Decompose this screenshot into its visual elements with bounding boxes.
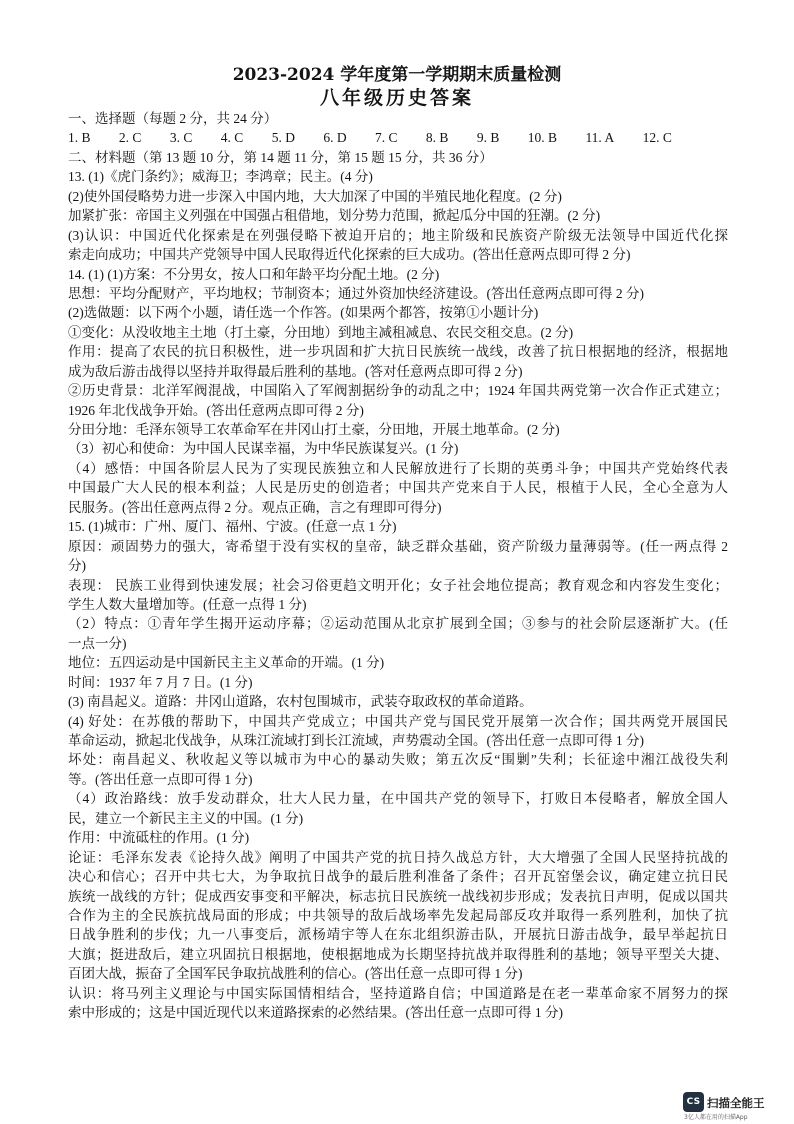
answer-line: 学生人数大量增加等。(任意一点得 1 分)	[68, 596, 307, 612]
answer-paragraph	[68, 284, 728, 303]
answer-line: 思想：平均分配财产，平均地权；节制资本；通过外资加快经济建设。(答出任意两点即可得 2 分)	[68, 285, 644, 301]
answer-paragraph	[68, 750, 728, 789]
answer-paragraph	[68, 265, 728, 284]
answer-paragraph	[68, 420, 728, 439]
answer-paragraph	[68, 167, 728, 186]
choice-answer: 1. B	[68, 130, 91, 146]
answer-line: 15. (1)城市：广州、厦门、福州、宁波。(任意一点 1 分)	[68, 519, 397, 535]
material-section-heading: 二、材料题（第 13 题 10 分，第 14 题 11 分，第 15 题 15 分，共 36 分）	[68, 149, 493, 165]
answer-line: 中国最广大人民的根本利益；人民是历史的创造者；中国共产党来自于人民，根植于人民，全心全意为人	[68, 480, 728, 496]
document-subtitle: 八年级历史答案	[319, 87, 474, 109]
answer-line: 索中形成的；这是中国近现代以来道路探索的必然结果。(答出任意一点即可得 1 分)	[68, 1005, 563, 1021]
answer-paragraph	[68, 789, 728, 828]
answer-line: （3）初心和使命：为中国人民谋幸福，为中华民族谋复兴。(1 分)	[68, 441, 459, 457]
choice-answer: 2. C	[118, 130, 142, 146]
answer-line: 作用：中流砥柱的作用。(1 分)	[68, 830, 250, 846]
choice-answer: 9. B	[476, 130, 500, 146]
answer-line: 合作为主的全民族抗战局面的形成；中共领导的敌后战场率先发起局部反攻并取得一系列胜利，加快了抗	[68, 907, 728, 923]
material-answers	[68, 167, 728, 1022]
answer-paragraph	[68, 614, 728, 653]
answer-paragraph	[68, 381, 728, 420]
answer-paragraph	[68, 187, 728, 206]
answer-line: 索走向成功；中国共产党领导中国人民取得近代化探索的巨大成功。(答出任意两点即可得 2 分)	[68, 247, 631, 263]
answer-line: 原因：顽固势力的强大，寄希望于没有实权的皇帝，缺乏群众基础，资产阶级力量薄弱等。(任一两点得 2	[68, 538, 728, 554]
answer-line: (3) 南昌起义。道路：井冈山道路，农村包围城市，武装夺取政权的革命道路。	[68, 694, 533, 710]
choice-section-heading: 一、选择题（每题 2 分，共 24 分）	[68, 111, 278, 126]
answer-paragraph	[68, 692, 728, 711]
answer-paragraph	[68, 459, 728, 517]
answer-paragraph	[68, 323, 728, 342]
choice-answer: 8. B	[425, 130, 449, 146]
answer-line: 分田分地：毛泽东领导工农革命军在井冈山打土豪，分田地，开展土地革命。(2 分)	[68, 422, 560, 437]
answer-line: （2）特点：①青年学生揭开运动序幕；②运动范围从北京扩展到全国；③参与的社会阶层逐渐扩大。(任	[68, 616, 728, 632]
answer-paragraph	[68, 653, 728, 672]
answer-line: (4) 好处：在苏俄的帮助下，中国共产党成立；中国共产党与国民党开展第一次合作；国共两党开展国民	[68, 713, 728, 729]
choice-answer: 5. D	[271, 130, 295, 146]
answer-line: 革命运动，掀起北伐战争，从珠江流域打到长江流域，声势震动全国。(答出任意一点即可得 1 分)	[68, 733, 644, 748]
answer-paragraph	[68, 517, 728, 536]
answer-line: 分)	[68, 558, 86, 574]
answer-line: ②历史背景：北洋军阀混战，中国陷入了军阀割据纷争的动乱之中；1924 年国共两党第一次合作正式建立；	[68, 383, 728, 399]
choice-answer: 12. C	[642, 130, 672, 146]
answer-line: (2)选做题：以下两个小题，请任选一个作答。(如果两个都答，按第①小题计分)	[68, 305, 539, 321]
answer-line: 1926 年北伐战争开始。(答出任意两点即可得 2 分)	[68, 402, 364, 418]
answer-line: 百团大战，振奋了全国军民争取抗战胜利的信心。(答出任意一点即可得 1 分)	[68, 966, 523, 982]
answer-line: 成为敌后游击战得以坚持并取得最后胜利的基地。(答对任意两点即可得 2 分)	[68, 363, 523, 379]
answer-line: 作用：提高了农民的抗日积极性，进一步巩固和扩大抗日民族统一战线，改善了抗日根据地的经济，根据地	[68, 344, 728, 360]
answer-line: 13. (1)《虎门条约》；威海卫；李鸿章；民主。(4 分)	[68, 169, 373, 185]
answer-paragraph	[68, 828, 728, 847]
choice-answer: 6. D	[323, 130, 347, 146]
answer-paragraph	[68, 848, 728, 984]
answer-line: 民服务。(答出任意两点得 2 分。观点正确，言之有理即可得分)	[68, 499, 442, 515]
answer-line: 日战争胜利的步伐；九一八事变后，派杨靖宇等人在东北组织游击队，开展抗日游击战争，最早举起抗日	[68, 927, 728, 943]
answer-line: 论证：毛泽东发表《论持久战》阐明了中国共产党的抗日持久战总方针，大大增强了全国人民坚持抗战的	[68, 849, 728, 865]
answer-paragraph	[68, 984, 728, 1023]
choice-answer: 11. A	[585, 130, 615, 146]
choice-answer: 7. C	[375, 130, 398, 146]
answer-paragraph	[68, 206, 728, 225]
answer-paragraph	[68, 303, 728, 322]
document-title: 2023-2024 学年度第一学期期末质量检测	[232, 65, 562, 85]
answer-line: 14. (1) (1)方案：不分男女，按人口和年龄平均分配土地。(2 分)	[68, 266, 440, 282]
answer-line: 认识：将马列主义理论与中国实际国情相结合，坚持道路自信；中国道路是在老一辈革命家不屑努力的探	[68, 985, 728, 1001]
answer-line: 坏处：南昌起义、秋收起义等以城市为中心的暴动失败；第五次反“围剿”失利；长征途中湘江战役失利	[68, 752, 728, 768]
answer-paragraph	[68, 712, 728, 751]
answer-line: 表现： 民族工业得到快速发展；社会习俗更趋文明开化；女子社会地位提高；教育观念和内容发生变化；	[68, 577, 728, 593]
answer-content	[68, 109, 728, 1023]
answer-line: 地位：五四运动是中国新民主主义革命的开端。(1 分)	[68, 655, 385, 671]
answer-line: 时间：1937 年 7 月 7 日。(1 分)	[68, 674, 253, 690]
answer-line: (3)认识：中国近代化探索是在列强侵略下被迫开启的；地主阶级和民族资产阶级无法领导中国近代化探	[68, 227, 728, 243]
answer-line: （4）感悟：中国各阶层人民为了实现民族独立和人民解放进行了长期的英勇斗争；中国共产党始终代表	[68, 460, 728, 476]
scanner-logo-icon: CS	[683, 1092, 704, 1112]
answer-line: 族统一战线的方针；促成西安事变和平解决，标志抗日民族统一战线初步形成；发表抗日声明，促成以国共	[68, 888, 728, 904]
answer-line: ①变化：从没收地主土地（打土豪，分田地）到地主减租减息、农民交租交息。(2 分)	[68, 324, 574, 340]
answer-paragraph	[68, 673, 728, 692]
answer-line: 大旗；挺进敌后，建立巩固抗日根据地，使根据地成为长期坚持抗战并取得胜利的基地；领导平型关大捷、	[68, 946, 728, 962]
answer-paragraph	[68, 537, 728, 576]
answer-line: 等。(答出任意一点即可得 1 分)	[68, 771, 253, 787]
scanner-app-name: 扫描全能王	[707, 1096, 765, 1110]
choice-answers-row	[68, 128, 672, 147]
answer-line: 决心和信心；召开中共七大，为争取抗日战争的最后胜利准备了条件；召开瓦窑堡会议，确定建立抗日民	[68, 869, 728, 885]
answer-line: （4）政治路线：放手发动群众，壮大人民力量，在中国共产党的领导下，打败日本侵略者，解放全国人	[68, 791, 728, 807]
answer-paragraph	[68, 226, 728, 265]
choice-answer: 10. B	[527, 130, 558, 146]
answer-paragraph	[68, 576, 728, 615]
answer-paragraph	[68, 342, 728, 381]
answer-line: 加紧扩张：帝国主义列强在中国强占租借地，划分势力范围，掀起瓜分中国的狂潮。(2 分)	[68, 208, 601, 224]
answer-line: 民，建立一个新民主主义的中国。(1 分)	[68, 810, 304, 826]
choice-answer: 3. C	[169, 130, 193, 146]
choice-answer: 4. C	[220, 130, 244, 146]
answer-paragraph	[68, 439, 728, 458]
answer-line: 一点一分)	[68, 635, 127, 651]
answer-line: (2)使外国侵略势力进一步深入中国内地，大大加深了中国的半殖民地化程度。(2 分)	[68, 188, 562, 204]
scanner-app-tagline: 3亿人都在用的扫描App	[684, 1114, 748, 1121]
